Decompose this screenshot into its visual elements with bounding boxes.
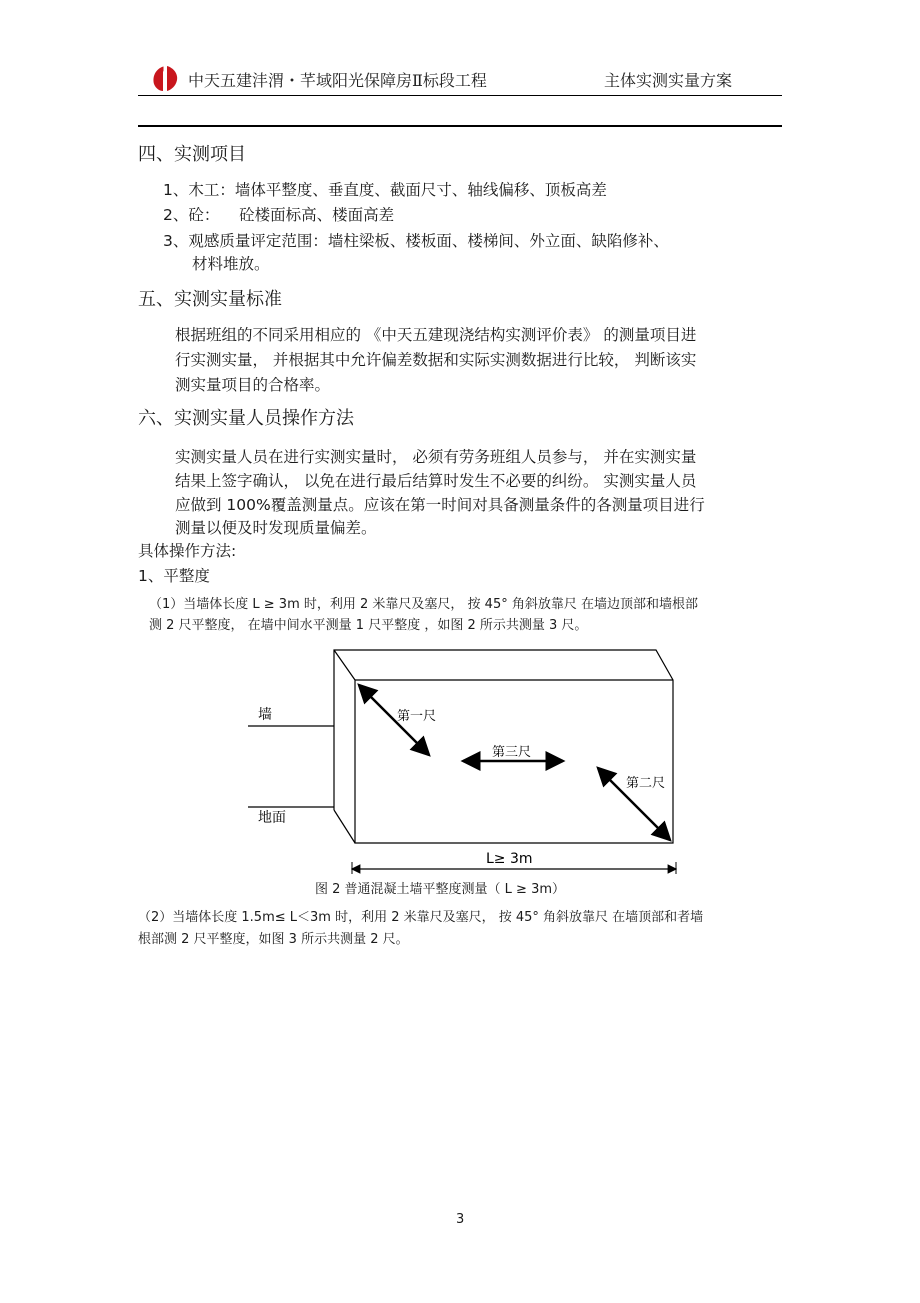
ground-label: 地面 — [258, 810, 286, 826]
paragraph-line: （1）当墙体长度 L ≥ 3m 时，利用 2 米靠尺及塞尺， 按 45° 角斜放靠尺 在墙边顶部和墙根部 — [149, 597, 698, 612]
ruler-1-label: 第一尺 — [397, 709, 437, 724]
list-item: 2、砼： 砼楼面标高、楼面高差 — [163, 206, 395, 224]
header-title: 中天五建沣渭・芊域阳光保障房Ⅱ标段工程 — [188, 71, 487, 90]
ruler-2-label: 第二尺 — [626, 776, 666, 791]
company-logo-icon — [150, 64, 180, 92]
length-label: L≥ 3m — [486, 851, 533, 867]
paragraph-line: 根据班组的不同采用相应的 《中天五建现浇结构实测评价表》 的测量项目进 — [175, 326, 697, 344]
paragraph-line: 根部测 2 尺平整度，如图 3 所示共测量 2 尺。 — [138, 932, 409, 947]
ruler-3-label: 第三尺 — [492, 745, 532, 760]
list-item: 3、观感质量评定范围：墙柱梁板、楼板面、楼梯间、外立面、缺陷修补、 — [163, 232, 669, 250]
wall-flatness-diagram — [240, 640, 690, 880]
paragraph-line: 应做到 100%覆盖测量点。应该在第一时间对具备测量条件的各测量项目进行 — [175, 496, 705, 514]
paragraph-line: （2）当墙体长度 1.5m≤ L＜3m 时，利用 2 米靠尺及塞尺， 按 45° 角斜放靠尺 在墙顶部和者墙 — [138, 910, 704, 925]
list-item: 1、木工：墙体平整度、垂直度、截面尺寸、轴线偏移、顶板高差 — [163, 181, 607, 199]
figure-caption: 图 2 普通混凝土墙平整度测量（ L ≥ 3m） — [315, 882, 566, 897]
paragraph-line: 结果上签字确认， 以免在进行最后结算时发生不必要的纠纷。 实测实量人员 — [175, 472, 697, 490]
paragraph-line: 测实量项目的合格率。 — [175, 376, 331, 394]
paragraph-line: 测量以便及时发现质量偏差。 — [175, 519, 377, 537]
section-6-title: 六、实测实量人员操作方法 — [138, 408, 354, 429]
list-item-continuation: 材料堆放。 — [192, 255, 270, 273]
header-rule-thin — [138, 95, 782, 96]
wall-side-bottom-edge — [334, 810, 355, 843]
paragraph-line: 行实测实量， 并根据其中允许偏差数据和实际实测数据进行比较， 判断该实 — [175, 351, 697, 369]
section-5-title: 五、实测实量标准 — [138, 289, 282, 310]
subsection-title: 1、平整度 — [138, 567, 210, 585]
section-4-title: 四、实测项目 — [138, 144, 246, 165]
header-rule-thick — [138, 125, 782, 127]
method-title: 具体操作方法: — [138, 542, 237, 560]
header-doc-title: 主体实测实量方案 — [604, 71, 733, 90]
paragraph-line: 实测实量人员在进行实测实量时， 必须有劳务班组人员参与， 并在实测实量 — [175, 448, 697, 466]
wall-label: 墙 — [258, 707, 272, 723]
paragraph-line: 测 2 尺平整度， 在墙中间水平测量 1 尺平整度 ，如图 2 所示共测量 3 尺。 — [149, 618, 588, 633]
page-number: 3 — [456, 1212, 465, 1227]
